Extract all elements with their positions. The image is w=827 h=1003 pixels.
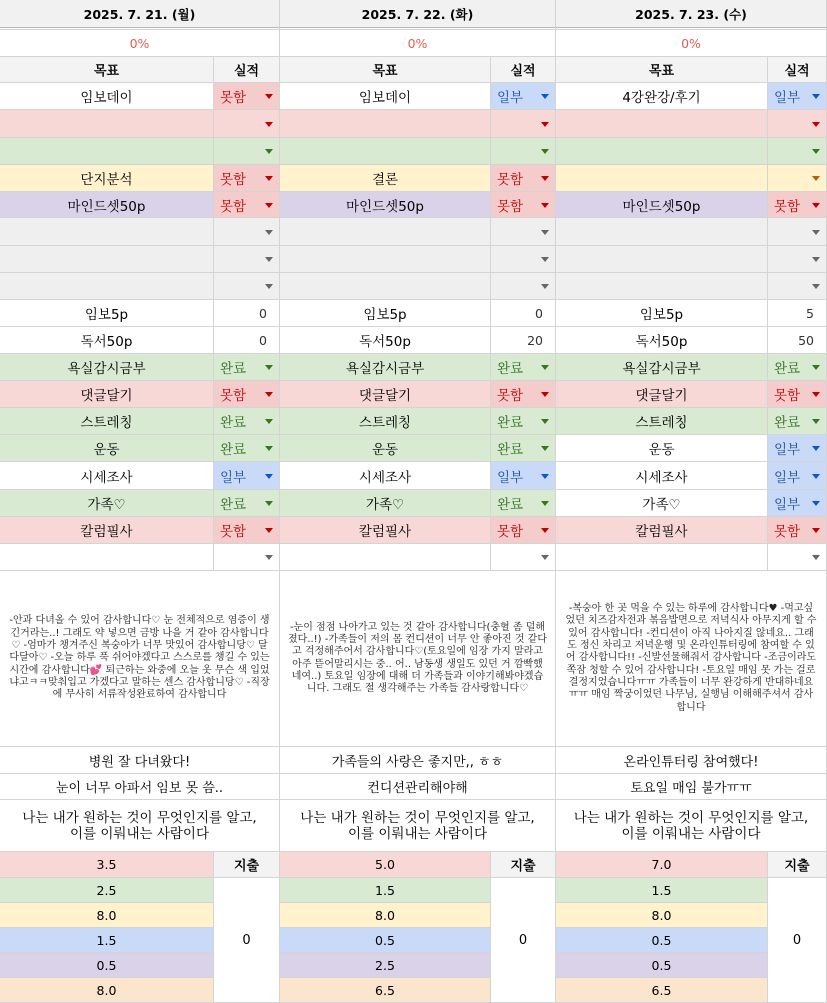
status-dropdown[interactable]: 완료 xyxy=(214,408,280,435)
habit-cell: 가족♡ xyxy=(556,490,768,517)
goal-cell[interactable] xyxy=(0,273,214,300)
counter-label: 독서50p xyxy=(556,327,768,354)
counter-value[interactable]: 5 xyxy=(768,300,827,327)
goal-column-header: 목표 xyxy=(0,57,214,83)
habit-cell: 시세조사 xyxy=(556,462,768,490)
goal-cell[interactable] xyxy=(280,110,491,138)
hours-value[interactable]: 6.5 xyxy=(556,978,768,1003)
spend-header: 지출 xyxy=(491,852,556,878)
chevron-down-icon xyxy=(541,365,549,370)
spend-header: 지출 xyxy=(214,852,280,878)
status-dropdown[interactable] xyxy=(214,218,280,246)
status-dropdown[interactable]: 완료 xyxy=(491,354,556,381)
counter-label: 임보5p xyxy=(0,300,214,327)
chevron-down-icon xyxy=(812,419,820,424)
chevron-down-icon xyxy=(541,555,549,560)
status-dropdown[interactable] xyxy=(768,544,827,571)
goal-cell[interactable] xyxy=(280,273,491,300)
motto-text: 나는 내가 원하는 것이 무엇인지를 알고, 이를 이뤄내는 사람이다 xyxy=(556,800,827,852)
chevron-down-icon xyxy=(812,122,820,127)
status-dropdown[interactable]: 못함 xyxy=(768,381,827,408)
hours-value[interactable]: 0.5 xyxy=(280,928,491,953)
habit-cell: 댓글달기 xyxy=(280,381,491,408)
hours-value[interactable]: 8.0 xyxy=(0,978,214,1003)
status-dropdown[interactable] xyxy=(768,273,827,300)
hours-value[interactable]: 1.5 xyxy=(280,878,491,903)
chevron-down-icon xyxy=(265,501,273,506)
goal-cell[interactable]: 마인드셋50p xyxy=(280,192,491,218)
chevron-down-icon xyxy=(265,257,273,262)
counter-value[interactable]: 0 xyxy=(214,300,280,327)
chevron-down-icon xyxy=(812,230,820,235)
hours-value[interactable]: 1.5 xyxy=(556,878,768,903)
date-header: 2025. 7. 22. (화) xyxy=(280,0,556,28)
date-header: 2025. 7. 23. (수) xyxy=(556,0,827,28)
goal-cell[interactable]: 마인드셋50p xyxy=(556,192,768,218)
chevron-down-icon xyxy=(265,203,273,208)
hours-value[interactable]: 2.5 xyxy=(280,953,491,978)
status-dropdown[interactable] xyxy=(491,273,556,300)
status-dropdown[interactable]: 일부 xyxy=(491,462,556,490)
status-dropdown[interactable]: 완료 xyxy=(768,354,827,381)
result-column-header: 실적 xyxy=(768,57,827,83)
good-summary[interactable]: 온라인튜터링 참여했다! xyxy=(556,747,827,774)
bad-summary[interactable]: 눈이 너무 아파서 임보 못 씀.. xyxy=(0,774,280,800)
goal-cell[interactable]: 4강완강/후기 xyxy=(556,83,768,110)
good-summary[interactable]: 가족들의 사랑은 좋지만,, ㅎㅎ xyxy=(280,747,556,774)
counter-value[interactable]: 0 xyxy=(491,300,556,327)
status-dropdown[interactable]: 일부 xyxy=(491,83,556,110)
habit-cell: 칼럼필사 xyxy=(556,517,768,544)
status-dropdown[interactable]: 일부 xyxy=(768,435,827,462)
goal-cell[interactable] xyxy=(556,138,768,165)
chevron-down-icon xyxy=(812,94,820,99)
status-dropdown[interactable]: 못함 xyxy=(214,192,280,218)
hours-value[interactable]: 7.0 xyxy=(556,852,768,878)
status-dropdown[interactable]: 못함 xyxy=(491,517,556,544)
status-dropdown[interactable]: 완료 xyxy=(214,435,280,462)
gratitude-note[interactable]: -눈이 점점 나아가고 있는 것 같아 감사합니다(충혈 좀 덜해졌다..!) -가족들이 저의 몸 컨디션이 너무 안 좋아진 것 같다고 걱정해주어서 감사합니다♡(토요일에 임장 가지 말라고 아주 뜯어말리시는 중.. 어.. 남동생 생일도 있던 거 깜빡했네여..) 토요일 임장에 대해 더 가족들과 이야기해봐야겠습니다. 그래도 절 생각해주는 가족들 감사랑합니다♡ xyxy=(280,571,556,747)
status-dropdown[interactable]: 못함 xyxy=(491,192,556,218)
status-dropdown[interactable]: 완료 xyxy=(768,408,827,435)
counter-value[interactable]: 50 xyxy=(768,327,827,354)
status-dropdown[interactable]: 완료 xyxy=(214,490,280,517)
goal-cell[interactable]: 단지분석 xyxy=(0,165,214,192)
bad-summary[interactable]: 컨디션관리해야해 xyxy=(280,774,556,800)
habit-cell: 시세조사 xyxy=(0,462,214,490)
habit-cell xyxy=(556,544,768,571)
chevron-down-icon xyxy=(265,230,273,235)
day-column xyxy=(0,0,280,1000)
habit-cell: 스트레칭 xyxy=(556,408,768,435)
status-dropdown[interactable]: 완료 xyxy=(491,408,556,435)
counter-value[interactable]: 0 xyxy=(214,327,280,354)
habit-cell: 운동 xyxy=(556,435,768,462)
chevron-down-icon xyxy=(541,474,549,479)
chevron-down-icon xyxy=(541,122,549,127)
status-dropdown[interactable]: 못함 xyxy=(214,381,280,408)
status-dropdown[interactable] xyxy=(214,110,280,138)
status-dropdown[interactable]: 완료 xyxy=(491,435,556,462)
result-column-header: 실적 xyxy=(491,57,556,83)
date-header: 2025. 7. 21. (월) xyxy=(0,0,280,28)
goal-cell[interactable] xyxy=(280,218,491,246)
chevron-down-icon xyxy=(265,392,273,397)
chevron-down-icon xyxy=(541,446,549,451)
goal-cell[interactable] xyxy=(556,110,768,138)
chevron-down-icon xyxy=(265,94,273,99)
goal-cell[interactable] xyxy=(280,138,491,165)
chevron-down-icon xyxy=(265,284,273,289)
goal-cell[interactable] xyxy=(556,165,768,192)
hours-value[interactable]: 8.0 xyxy=(280,903,491,928)
hours-value[interactable]: 0.5 xyxy=(556,928,768,953)
chevron-down-icon xyxy=(265,474,273,479)
completion-percent: 0% xyxy=(280,30,556,57)
status-dropdown[interactable] xyxy=(768,165,827,192)
status-dropdown[interactable]: 일부 xyxy=(214,462,280,490)
chevron-down-icon xyxy=(265,419,273,424)
motto-text: 나는 내가 원하는 것이 무엇인지를 알고, 이를 이뤄내는 사람이다 xyxy=(280,800,556,852)
status-dropdown[interactable] xyxy=(214,544,280,571)
chevron-down-icon xyxy=(265,528,273,533)
habit-cell: 칼럼필사 xyxy=(280,517,491,544)
day-column xyxy=(556,0,827,1000)
chevron-down-icon xyxy=(541,230,549,235)
goal-column-header: 목표 xyxy=(556,57,768,83)
habit-cell: 욕실감시금부 xyxy=(280,354,491,381)
status-dropdown[interactable]: 못함 xyxy=(214,165,280,192)
status-dropdown[interactable] xyxy=(491,218,556,246)
chevron-down-icon xyxy=(541,528,549,533)
hours-value[interactable]: 5.0 xyxy=(280,852,491,878)
goal-cell[interactable] xyxy=(556,218,768,246)
status-dropdown[interactable] xyxy=(491,138,556,165)
hours-value[interactable]: 3.5 xyxy=(0,852,214,878)
goal-cell[interactable] xyxy=(0,110,214,138)
goal-cell[interactable] xyxy=(0,138,214,165)
habit-cell xyxy=(0,544,214,571)
goal-cell[interactable]: 마인드셋50p xyxy=(0,192,214,218)
habit-cell: 스트레칭 xyxy=(280,408,491,435)
status-dropdown[interactable]: 일부 xyxy=(768,83,827,110)
counter-label: 임보5p xyxy=(280,300,491,327)
status-dropdown[interactable]: 못함 xyxy=(214,517,280,544)
chevron-down-icon xyxy=(812,284,820,289)
status-dropdown[interactable] xyxy=(768,138,827,165)
goal-cell[interactable]: 결론 xyxy=(280,165,491,192)
spend-value[interactable]: 0 xyxy=(491,878,556,1003)
counter-value[interactable]: 20 xyxy=(491,327,556,354)
hours-value[interactable]: 6.5 xyxy=(280,978,491,1003)
chevron-down-icon xyxy=(812,446,820,451)
hours-value[interactable]: 8.0 xyxy=(0,903,214,928)
hours-value[interactable]: 0.5 xyxy=(0,953,214,978)
chevron-down-icon xyxy=(812,474,820,479)
goal-cell[interactable] xyxy=(556,273,768,300)
chevron-down-icon xyxy=(541,149,549,154)
status-dropdown[interactable] xyxy=(768,218,827,246)
status-dropdown[interactable] xyxy=(214,138,280,165)
counter-label: 독서50p xyxy=(0,327,214,354)
counter-label: 임보5p xyxy=(556,300,768,327)
chevron-down-icon xyxy=(541,94,549,99)
habit-cell: 칼럼필사 xyxy=(0,517,214,544)
goal-cell[interactable] xyxy=(556,246,768,273)
chevron-down-icon xyxy=(541,392,549,397)
status-dropdown[interactable]: 완료 xyxy=(491,490,556,517)
chevron-down-icon xyxy=(812,528,820,533)
habit-cell: 댓글달기 xyxy=(556,381,768,408)
habit-cell: 시세조사 xyxy=(280,462,491,490)
status-dropdown[interactable] xyxy=(214,273,280,300)
habit-cell: 가족♡ xyxy=(280,490,491,517)
chevron-down-icon xyxy=(812,176,820,181)
hours-value[interactable]: 8.0 xyxy=(556,903,768,928)
habit-cell: 욕실감시금부 xyxy=(556,354,768,381)
completion-percent: 0% xyxy=(556,30,827,57)
habit-cell: 가족♡ xyxy=(0,490,214,517)
status-dropdown[interactable]: 못함 xyxy=(491,165,556,192)
completion-percent: 0% xyxy=(0,30,280,57)
chevron-down-icon xyxy=(541,257,549,262)
spend-value[interactable]: 0 xyxy=(214,878,280,1003)
hours-value[interactable]: 1.5 xyxy=(0,928,214,953)
habit-cell: 댓글달기 xyxy=(0,381,214,408)
good-summary[interactable]: 병원 잘 다녀왔다! xyxy=(0,747,280,774)
habit-cell: 운동 xyxy=(0,435,214,462)
status-dropdown[interactable]: 못함 xyxy=(768,517,827,544)
chevron-down-icon xyxy=(812,257,820,262)
habit-cell xyxy=(280,544,491,571)
gratitude-note[interactable]: -안과 다녀올 수 있어 감사합니다♡ 눈 전체적으로 염증이 생긴거라는..! 그래도 약 넣으면 금방 나을 거 같아 감사합니다♡ -엄마가 챙겨주신 복숭아가 너무 맛있어 감사합니당♡ 달다달아♡ -오늘 하루 푹 쉬어야겠다고 스스로를 챙길 수 있는 시간에 감사합니다💕 퇴근하는 와중에 오늘 옷 무슨 색 입었냐고ㅋㅋ맞춰입고 가겠다고 말하는 센스 감사합니당♡ -직장에 무사히 서류작성완료하여 감사합니다 xyxy=(0,571,280,747)
status-dropdown[interactable] xyxy=(491,110,556,138)
status-dropdown[interactable]: 일부 xyxy=(768,490,827,517)
goal-cell[interactable]: 임보데이 xyxy=(0,83,214,110)
status-dropdown[interactable]: 못함 xyxy=(491,381,556,408)
chevron-down-icon xyxy=(812,149,820,154)
spend-value[interactable]: 0 xyxy=(768,878,827,1003)
chevron-down-icon xyxy=(265,555,273,560)
chevron-down-icon xyxy=(812,365,820,370)
status-dropdown[interactable]: 못함 xyxy=(214,83,280,110)
spend-header: 지출 xyxy=(768,852,827,878)
status-dropdown[interactable] xyxy=(214,246,280,273)
result-column-header: 실적 xyxy=(214,57,280,83)
habit-cell: 운동 xyxy=(280,435,491,462)
gratitude-note[interactable]: -복숭아 한 곳 먹을 수 있는 하루에 감사합니다♥ -먹고싶었던 치즈감자전과 볶음밥면으로 저녁식사 아무지게 할 수 있어 감사합니다! -컨디션이 아직 나아지질 않네요.. 그래도 정신 차리고 저녁운행 및 온라인튜터링에 참여할 수 있어 감사합니다!! -신발선물해줘서 감사합니다 -조금이라도 쪽잠 청할 수 있어 감사합니다! -토요일 매임 못 가는 걸로 결정지었습니다ㅠㅠ 가족들이 너무 완강하게 반대하네요ㅠㅠ 매임 짝궁이었던 나무님, 실행님 이해해주셔서 감사합니다 xyxy=(556,571,827,747)
chevron-down-icon xyxy=(265,176,273,181)
chevron-down-icon xyxy=(265,446,273,451)
bad-summary[interactable]: 토요일 매임 불가ㅠㅠ xyxy=(556,774,827,800)
chevron-down-icon xyxy=(265,365,273,370)
status-dropdown[interactable]: 못함 xyxy=(768,192,827,218)
chevron-down-icon xyxy=(541,419,549,424)
motto-text: 나는 내가 원하는 것이 무엇인지를 알고, 이를 이뤄내는 사람이다 xyxy=(0,800,280,852)
chevron-down-icon xyxy=(812,501,820,506)
status-dropdown[interactable]: 일부 xyxy=(768,462,827,490)
chevron-down-icon xyxy=(541,501,549,506)
chevron-down-icon xyxy=(812,392,820,397)
chevron-down-icon xyxy=(812,203,820,208)
goal-cell[interactable]: 임보데이 xyxy=(280,83,491,110)
status-dropdown[interactable] xyxy=(491,246,556,273)
chevron-down-icon xyxy=(541,176,549,181)
chevron-down-icon xyxy=(265,122,273,127)
chevron-down-icon xyxy=(541,284,549,289)
status-dropdown[interactable] xyxy=(768,246,827,273)
chevron-down-icon xyxy=(265,149,273,154)
goal-cell[interactable] xyxy=(0,246,214,273)
day-column xyxy=(280,0,556,1000)
status-dropdown[interactable] xyxy=(768,110,827,138)
goal-cell[interactable] xyxy=(0,218,214,246)
chevron-down-icon xyxy=(541,203,549,208)
status-dropdown[interactable] xyxy=(491,544,556,571)
hours-value[interactable]: 0.5 xyxy=(556,953,768,978)
goal-cell[interactable] xyxy=(280,246,491,273)
counter-label: 독서50p xyxy=(280,327,491,354)
status-dropdown[interactable]: 완료 xyxy=(214,354,280,381)
habit-cell: 스트레칭 xyxy=(0,408,214,435)
habit-cell: 욕실감시금부 xyxy=(0,354,214,381)
goal-column-header: 목표 xyxy=(280,57,491,83)
chevron-down-icon xyxy=(812,555,820,560)
hours-value[interactable]: 2.5 xyxy=(0,878,214,903)
